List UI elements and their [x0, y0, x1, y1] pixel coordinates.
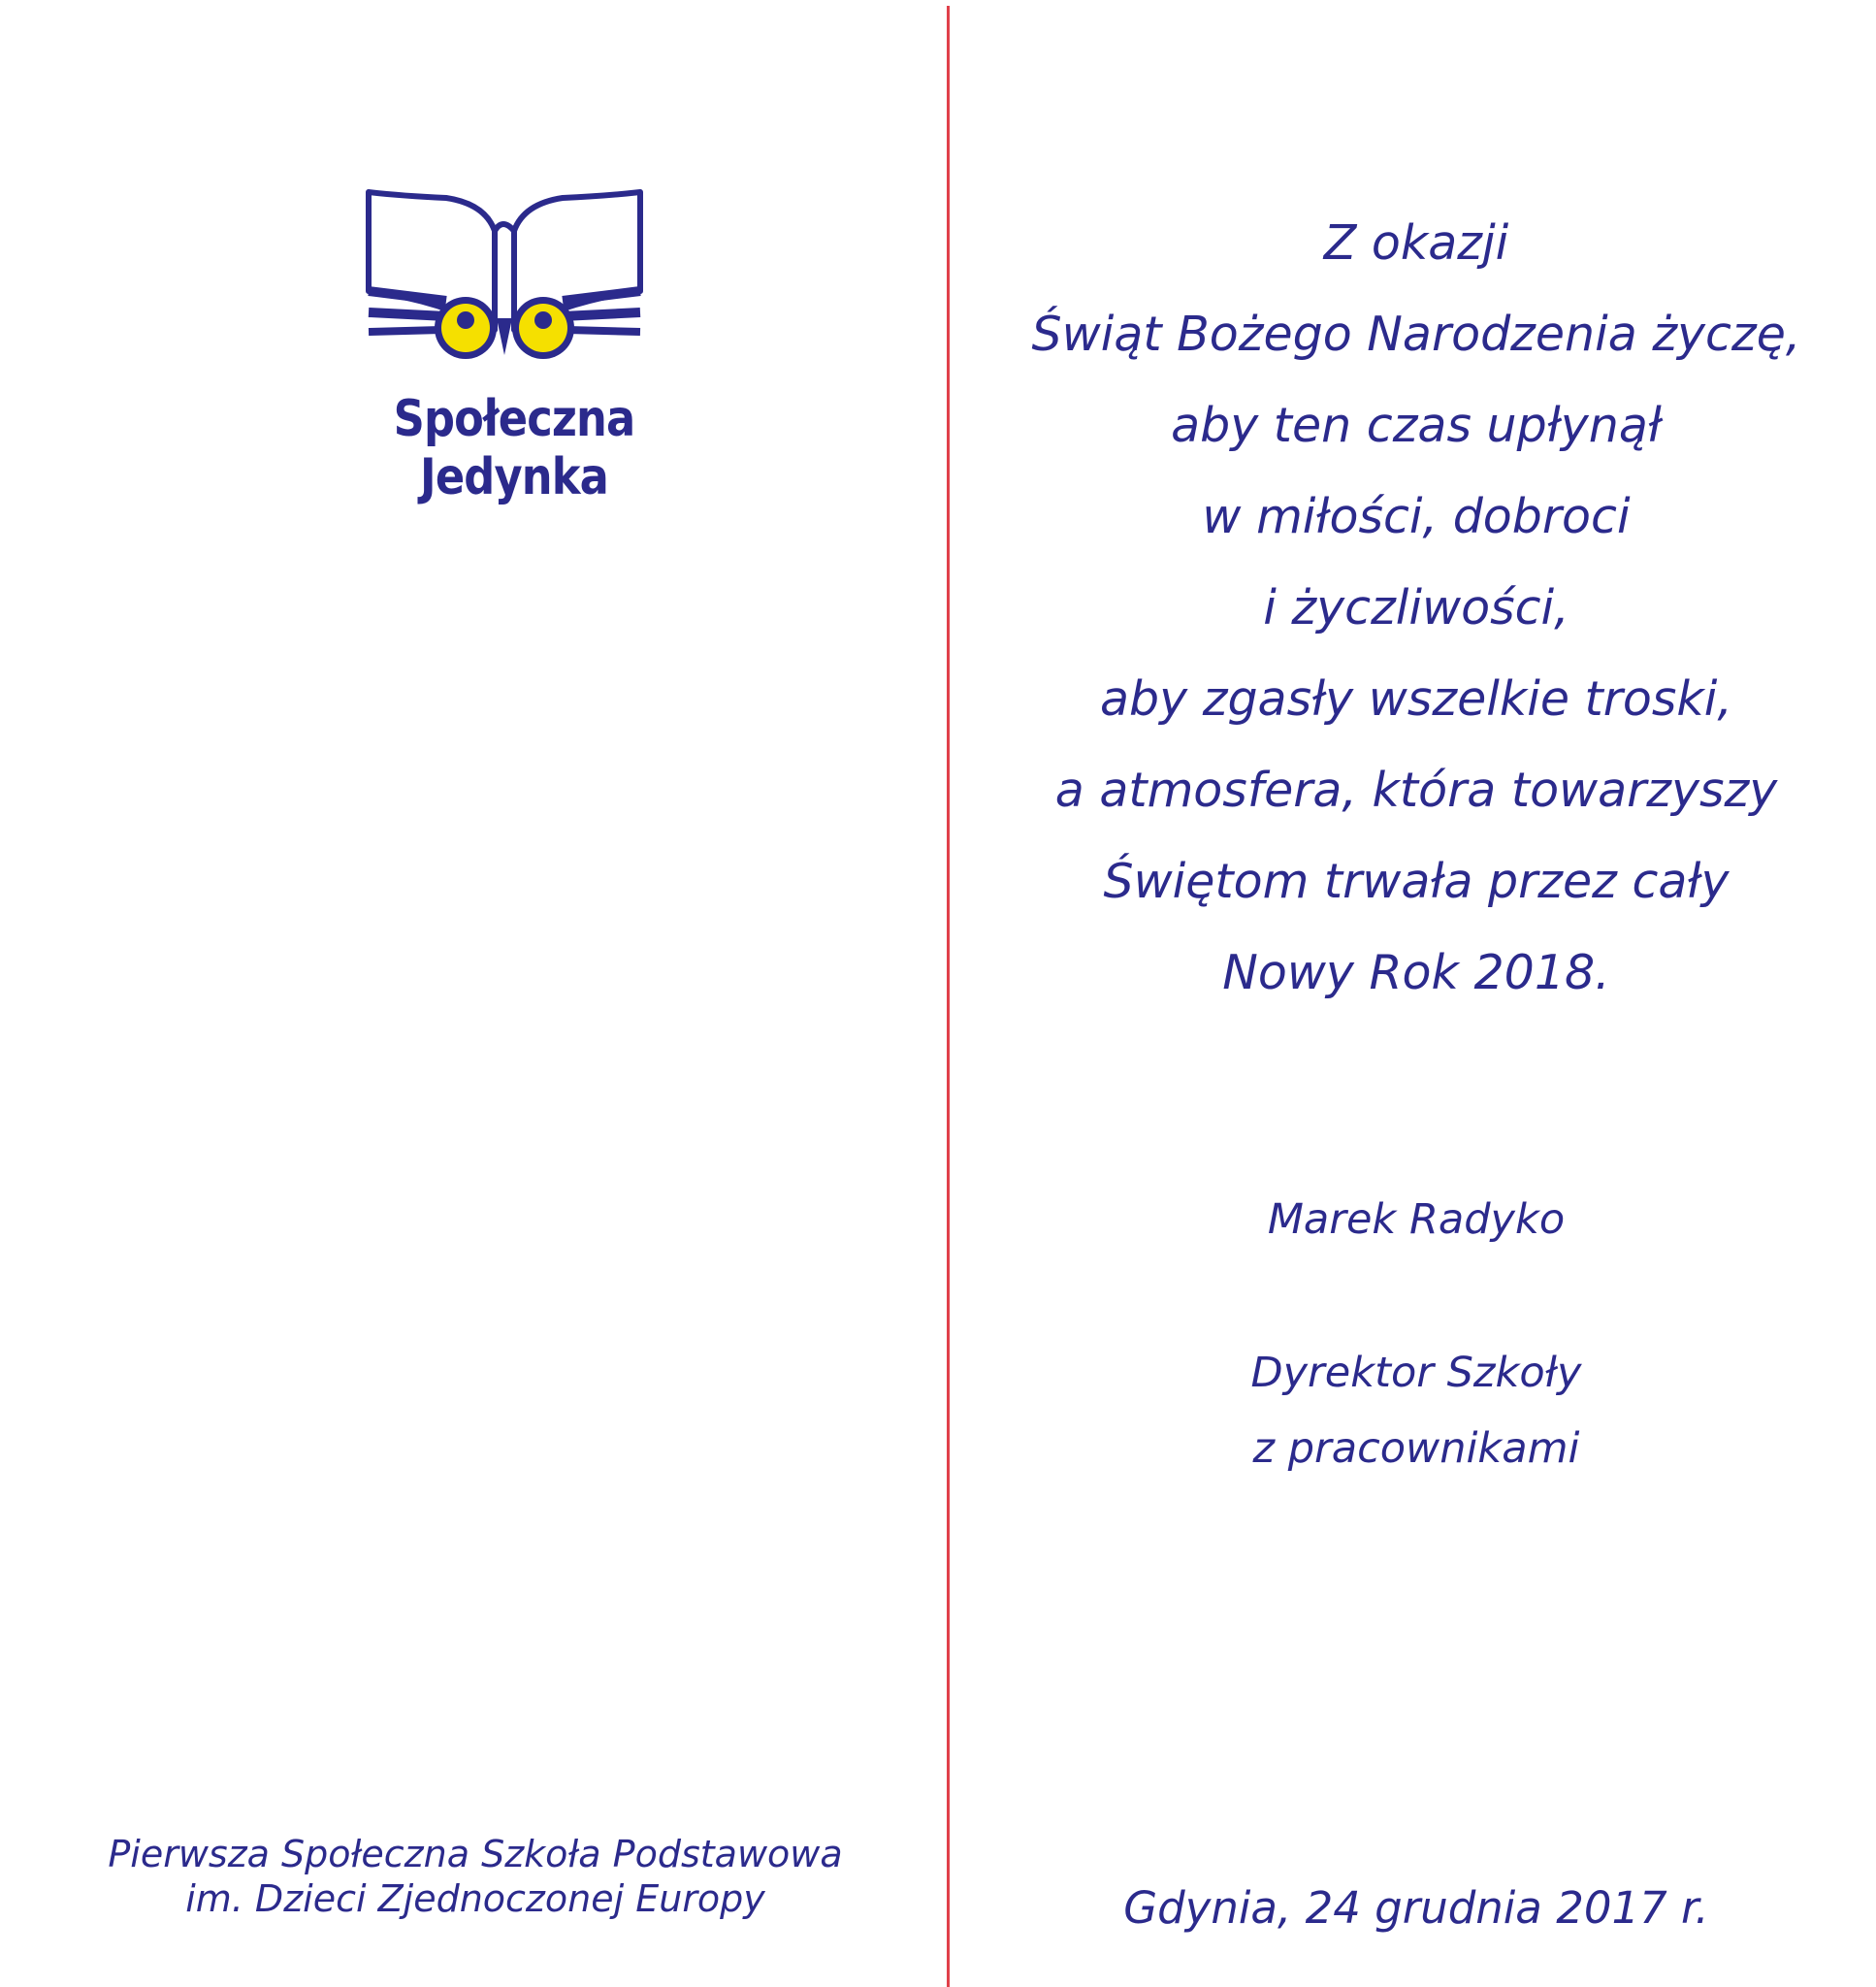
greeting-line: aby zgasły wszelkie troski, — [1100, 671, 1732, 727]
greeting-line: i życzliwości, — [1263, 580, 1569, 635]
signature-title: Dyrektor Szkoły — [1250, 1349, 1582, 1397]
signature-name: Marek Radyko — [1267, 1195, 1566, 1244]
greeting-line: a atmosfera, która towarzyszy — [1054, 763, 1778, 818]
greeting-line: aby ten czas upłynął — [1171, 398, 1662, 453]
greeting-line: Nowy Rok 2018. — [1222, 945, 1610, 1000]
greeting-line: Z okazji — [1323, 215, 1509, 271]
school-name-line-2: im. Dzieci Zjednoczonej Europy — [185, 1877, 765, 1920]
logo-name: Społeczna Jedynka — [393, 390, 635, 506]
owl-book-logo-icon — [349, 184, 660, 378]
greeting-text — [980, 198, 1853, 1019]
greeting-line: Świętom trwała przez cały — [1103, 854, 1730, 909]
school-name — [97, 1832, 854, 1921]
signature-with-staff: z pracownikami — [1252, 1424, 1580, 1473]
school-name-line-1: Pierwsza Społeczna Szkoła Podstawowa — [108, 1833, 843, 1875]
fold-divider — [947, 6, 950, 1987]
place-and-date: Gdynia, 24 grudnia 2017 r. — [1123, 1882, 1709, 1934]
greeting-line: Świąt Bożego Narodzenia życzę, — [1031, 307, 1801, 362]
greeting-line: w miłości, dobroci — [1202, 489, 1631, 544]
